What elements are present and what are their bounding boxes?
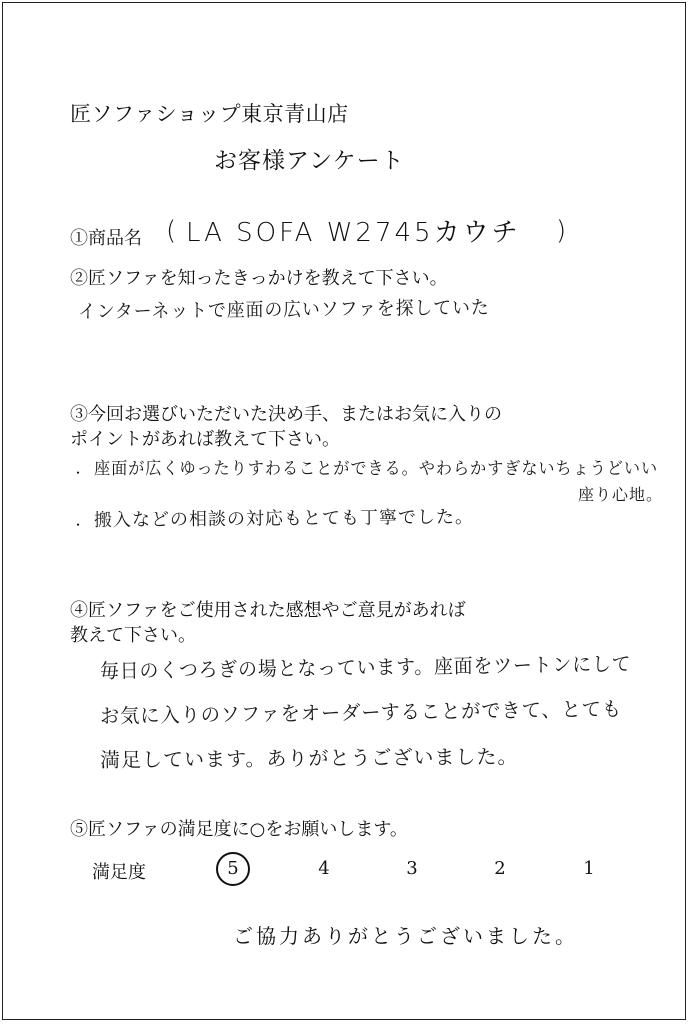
rating-option-4[interactable]: 4 <box>318 858 330 879</box>
q4-answer-line2: お気に入りのソファをオーダーすることができて、とても <box>99 696 623 728</box>
shop-name: 匠ソファショップ東京青山店 <box>70 102 349 126</box>
q3-answer1-bullet: ・ <box>72 466 85 480</box>
q3-label-line2: ポイントがあれば教えて下さい。 <box>70 429 340 450</box>
q1-label: ①商品名 <box>70 228 142 249</box>
rating-option-3[interactable]: 3 <box>406 858 418 879</box>
thanks-message: ご協力ありがとうございました。 <box>233 924 578 948</box>
rating-label: 満足度 <box>92 862 146 883</box>
q3-answer1-line1: 座面が広くゆったりすわることができる。やわらかすぎないちょうどいい <box>94 459 659 479</box>
q1-product-answer: LA SOFA W2745カウチ <box>186 218 521 248</box>
q4-answer-line3: 満足しています。ありがとうございました。 <box>99 744 519 772</box>
q4-answer-line1: 毎日のくつろぎの場となっています。座面をツートンにして <box>99 651 632 683</box>
q2-answer: インターネットで座面の広いソファを探していた <box>77 296 490 323</box>
rating-option-2[interactable]: 2 <box>494 858 506 879</box>
rating-option-1[interactable]: 1 <box>583 858 595 879</box>
q3-answer2-bullet: ・ <box>72 518 85 532</box>
q1-close-paren: ) <box>556 216 570 246</box>
q4-label-line1: ④匠ソファをご使用された感想やご意見があれば <box>70 600 466 621</box>
q3-answer1-line2: 座り心地。 <box>578 485 664 504</box>
q3-answer2-line1: 搬入などの相談の対応もとても丁寧でした。 <box>93 506 475 531</box>
q4-label-line2: 教えて下さい。 <box>70 625 196 646</box>
q1-open-paren: ( <box>166 216 180 246</box>
survey-title: お客様アンケート <box>214 148 405 174</box>
q5-label: ⑤匠ソファの満足度に○をお願いします。 <box>70 819 408 840</box>
q3-label-line1: ③今回お選びいただいた決め手、またはお気に入りの <box>70 404 502 425</box>
q2-label: ②匠ソファを知ったきっかけを教えて下さい。 <box>70 268 448 289</box>
rating-option-5[interactable]: 5 <box>227 858 239 879</box>
